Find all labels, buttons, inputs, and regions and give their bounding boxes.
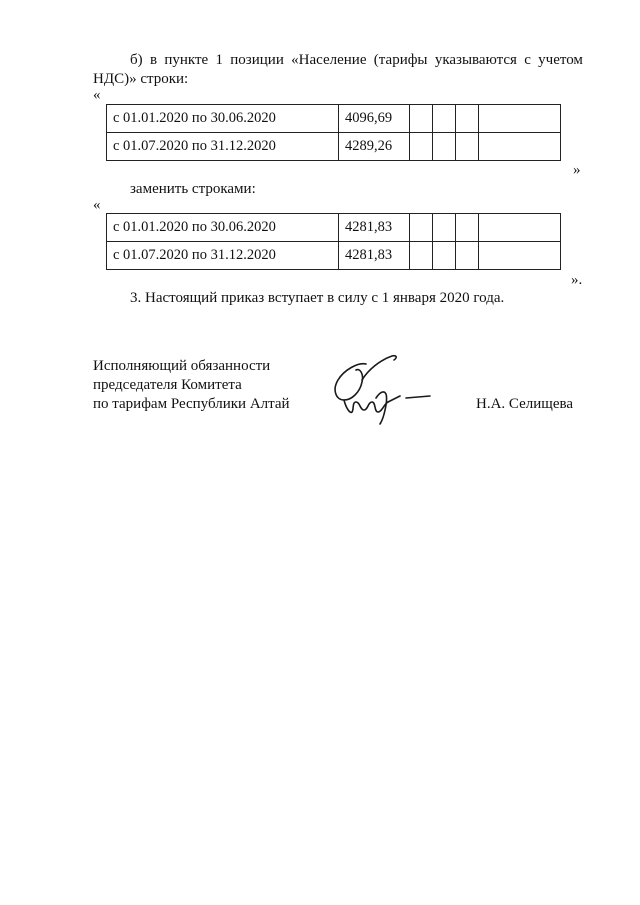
empty-cell [456, 214, 479, 242]
empty-cell [410, 105, 433, 133]
word: пункте [164, 52, 209, 68]
signatory-position-line: Исполняющий обязанности [93, 358, 271, 374]
new-rows-table [106, 213, 561, 270]
value-cell: 4281,83 [339, 214, 410, 242]
word: с [524, 52, 531, 68]
signatory-position-line: председателя Комитета [93, 377, 242, 393]
word: учетом [538, 52, 583, 68]
empty-cell [433, 214, 456, 242]
table-row [107, 242, 561, 270]
table-row [107, 214, 561, 242]
order-item-3: 3. Настоящий приказ вступает в силу с 1 января 2020 года. [130, 290, 505, 306]
word: (тарифы [373, 52, 428, 68]
signatory-name: Н.А. Селищева [476, 396, 574, 412]
table-row [107, 105, 561, 133]
empty-cell [479, 133, 561, 161]
period-cell: с 01.01.2020 по 30.06.2020 [107, 105, 339, 133]
empty-cell [479, 105, 561, 133]
paragraph-b-line2: НДС)» строки: [93, 71, 189, 87]
value-cell: 4289,26 [339, 133, 410, 161]
empty-cell [410, 133, 433, 161]
value-cell: 4096,69 [339, 105, 410, 133]
period-cell: с 01.01.2020 по 30.06.2020 [107, 214, 339, 242]
handwritten-signature [322, 352, 442, 427]
opening-quote: « [93, 87, 101, 103]
empty-cell [410, 242, 433, 270]
word: в [149, 52, 158, 68]
empty-cell [433, 242, 456, 270]
closing-quote: » [573, 162, 581, 178]
empty-cell [456, 133, 479, 161]
empty-cell [479, 242, 561, 270]
opening-quote: « [93, 197, 101, 213]
empty-cell [433, 105, 456, 133]
word: «Население [291, 52, 367, 68]
empty-cell [456, 105, 479, 133]
old-rows-table [106, 104, 561, 161]
empty-cell [433, 133, 456, 161]
value-cell: 4281,83 [339, 242, 410, 270]
period-cell: с 01.07.2020 по 31.12.2020 [107, 133, 339, 161]
table-row [107, 133, 561, 161]
period-cell: с 01.07.2020 по 31.12.2020 [107, 242, 339, 270]
empty-cell [456, 242, 479, 270]
signatory-position-line: по тарифам Республики Алтай [93, 396, 290, 412]
empty-cell [479, 214, 561, 242]
word: б) [130, 52, 143, 68]
empty-cell [410, 214, 433, 242]
word: 1 [215, 52, 223, 68]
word: позиции [230, 52, 284, 68]
replace-label: заменить строками: [130, 181, 256, 197]
word: указываются [434, 52, 517, 68]
paragraph-b-line1 [130, 51, 583, 70]
closing-quote-final: ». [571, 272, 583, 288]
